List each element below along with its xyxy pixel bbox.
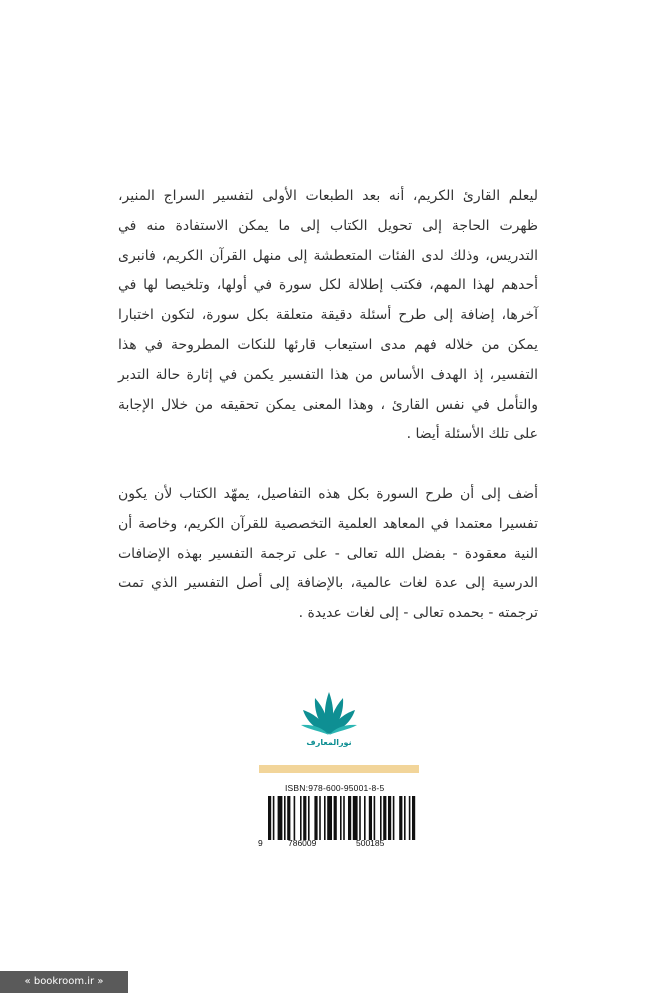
barcode-bar — [380, 796, 382, 840]
barcode-bar — [404, 796, 406, 840]
isbn-label: ISBN:978-600-95001-8-5 — [285, 783, 385, 793]
barcode-bar — [268, 796, 271, 840]
barcode-bar — [273, 796, 275, 840]
barcode-bar — [383, 796, 386, 840]
barcode-bar — [374, 796, 376, 840]
publisher-logo-icon — [298, 684, 360, 746]
barcode-bar — [412, 796, 415, 840]
barcode-bar — [303, 796, 306, 840]
barcode-bar — [409, 796, 411, 840]
barcode-bar — [343, 796, 345, 840]
barcode-bar — [353, 796, 358, 840]
barcode-bar — [314, 796, 317, 840]
publisher-name: نورالمعارف — [306, 738, 352, 747]
barcode-bar — [294, 796, 296, 840]
barcode-bar — [308, 796, 310, 840]
barcode-bar — [319, 796, 321, 840]
site-watermark: « bookroom.ir » — [0, 971, 128, 993]
barcode-bar — [340, 796, 342, 840]
decorative-gold-bar — [259, 765, 419, 773]
barcode-bar — [278, 796, 283, 840]
description-paragraph-2: أضف إلى أن طرح السورة بكل هذه التفاصيل، يمهّد الكتاب لأن يكون تفسيرا معتمدا في المعاهد العلمية التخصصية للقرآن الكريم، وخاصة أن النية معقودة - بفضل الله تعالى - على ترجمة التفسير بهذه الإضافات الدرسية إلى عدة لغات عالمية، بالإضافة إلى أصل التفسير الذي تمت ترجمته - بحمده تعالى - إلى لغات عديدة . — [118, 486, 538, 622]
isbn-barcode — [256, 782, 420, 866]
barcode-bar — [388, 796, 391, 840]
barcode-bar — [399, 796, 402, 840]
barcode-bar — [364, 796, 366, 840]
barcode-bar — [334, 796, 337, 840]
barcode-bar — [287, 796, 290, 840]
barcode-bar — [327, 796, 332, 840]
barcode-bar — [284, 796, 286, 840]
barcode-bar — [359, 796, 361, 840]
barcode-bar — [324, 796, 326, 840]
barcode-bar — [300, 796, 302, 840]
barcode-left-digits: 786009 — [288, 838, 317, 848]
barcode-bar — [348, 796, 351, 840]
barcode-bar — [393, 796, 395, 840]
barcode-bar — [369, 796, 372, 840]
barcode-right-digits: 500185 — [356, 838, 385, 848]
barcode-lead-digit: 9 — [258, 838, 263, 848]
description-paragraph-1: ليعلم القارئ الكريم، أنه بعد الطبعات الأولى لتفسير السراج المنير، ظهرت الحاجة إلى تحويل الكتاب إلى ما يمكن الاستفادة منه في التدريس، وذلك لدى الفئات المتعطشة إلى منهل القرآن الكريم، فانبرى أحدهم لهذا المهم، فكتب إطلالة لكل سورة في أولها، وتلخيصا لها في آخرها، إضافة إلى طرح أسئلة دقيقة متعلقة بكل سورة، لتكون اختبارا يمكن من خلاله فهم مدى استيعاب قارئها للنكات المطروحة في هذا التفسير، إذ الهدف الأساس من هذا التفسير يكمن في إثارة حالة التدبر والتأمل في نفس القارئ ، وهذا المعنى يمكن تحقيقه من خلال الإجابة على تلك الأسئلة أيضا . — [118, 188, 538, 443]
